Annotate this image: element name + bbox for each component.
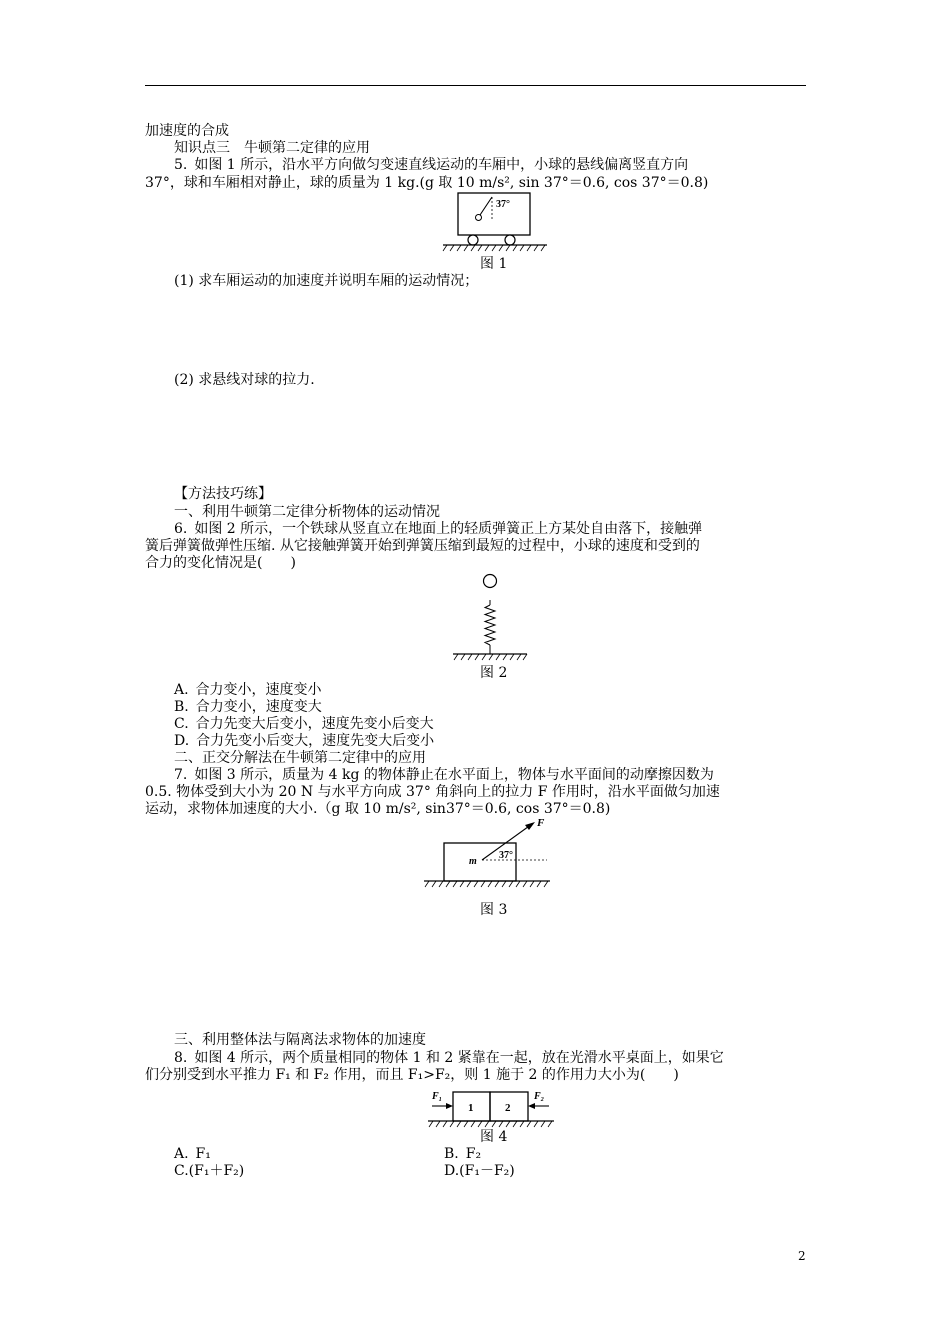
fig4-block2-label: 2	[505, 1102, 511, 1114]
fig3-mass-label: m	[469, 856, 477, 867]
fig1-caption: 图 1	[480, 256, 508, 272]
figure-3-block-force	[422, 813, 557, 893]
q8-option-d: D.(F₁－F₂)	[444, 1163, 515, 1179]
fig4-f1-label: F₁	[432, 1091, 443, 1102]
q5-sub2: (2) 求悬线对球的拉力.	[174, 372, 315, 388]
q7-line2: 0.5. 物体受到大小为 20 N 与水平方向成 37° 角斜向上的拉力 F 作用时，沿水平面做匀加速	[145, 784, 720, 800]
q5-line2: 37°，球和车厢相对静止，球的质量为 1 kg.(g 取 10 m/s², sin 37°＝0.6, cos 37°＝0.8)	[145, 175, 709, 191]
figure-4-two-blocks	[420, 1086, 560, 1130]
q7-line1: 7. 如图 3 所示，质量为 4 kg 的物体静止在水平面上，物体与水平面间的动摩擦因数为	[174, 767, 714, 783]
figure-2-ball-spring	[450, 570, 530, 664]
prev-heading: 加速度的合成	[145, 123, 229, 139]
q6-line1: 6. 如图 2 所示，一个铁球从竖直立在地面上的轻质弹簧正上方某处自由落下，接触弹	[174, 521, 703, 537]
q6-line2: 簧后弹簧做弹性压缩. 从它接触弹簧开始到弹簧压缩到最短的过程中，小球的速度和受到的	[145, 538, 700, 554]
figure-1-train-car	[440, 190, 550, 254]
section3-title: 知识点三 牛顿第二定律的应用	[174, 140, 370, 156]
method-title: 【方法技巧练】	[174, 486, 272, 502]
q7-line3: 运动，求物体加速度的大小.（g 取 10 m/s², sin37°＝0.6, cos 37°＝0.8)	[145, 801, 611, 817]
m1-title: 一、利用牛顿第二定律分析物体的运动情况	[174, 504, 440, 520]
fig2-caption: 图 2	[480, 665, 508, 681]
q5-line1: 5. 如图 1 所示，沿水平方向做匀变速直线运动的车厢中，小球的悬线偏离竖直方向	[174, 157, 689, 173]
q6-line3: 合力的变化情况是( )	[145, 555, 296, 571]
fig4-caption: 图 4	[480, 1129, 508, 1145]
fig3-force-label: F	[537, 817, 545, 829]
header-rule	[145, 85, 806, 86]
q8-line2: 们分别受到水平推力 F₁ 和 F₂ 作用，而且 F₁>F₂，则 1 施于 2 的作用力大小为( )	[145, 1067, 679, 1083]
q6-option-b: B. 合力变小，速度变大	[174, 699, 322, 715]
q8-option-b: B. F₂	[444, 1146, 482, 1162]
fig4-f2-label: F₂	[534, 1091, 545, 1102]
q8-option-a: A. F₁	[174, 1146, 211, 1162]
fig1-angle-label: 37°	[496, 199, 510, 210]
q6-option-c: C. 合力先变大后变小，速度先变小后变大	[174, 716, 434, 732]
q8-option-c: C.(F₁＋F₂)	[174, 1163, 245, 1179]
fig3-angle-label: 37°	[499, 850, 513, 861]
fig4-block1-label: 1	[468, 1102, 474, 1114]
q8-line1: 8. 如图 4 所示，两个质量相同的物体 1 和 2 紧靠在一起，放在光滑水平桌面上，如果它	[174, 1050, 724, 1066]
q6-option-d: D. 合力先变小后变大，速度先变大后变小	[174, 733, 435, 749]
m2-title: 二、正交分解法在牛顿第二定律中的应用	[174, 750, 426, 766]
q6-option-a: A. 合力变小，速度变小	[174, 682, 322, 698]
page-number: 2	[798, 1249, 806, 1263]
q5-sub1: (1) 求车厢运动的加速度并说明车厢的运动情况；	[174, 273, 479, 289]
m3-title: 三、利用整体法与隔离法求物体的加速度	[174, 1032, 426, 1048]
fig3-caption: 图 3	[480, 902, 508, 918]
